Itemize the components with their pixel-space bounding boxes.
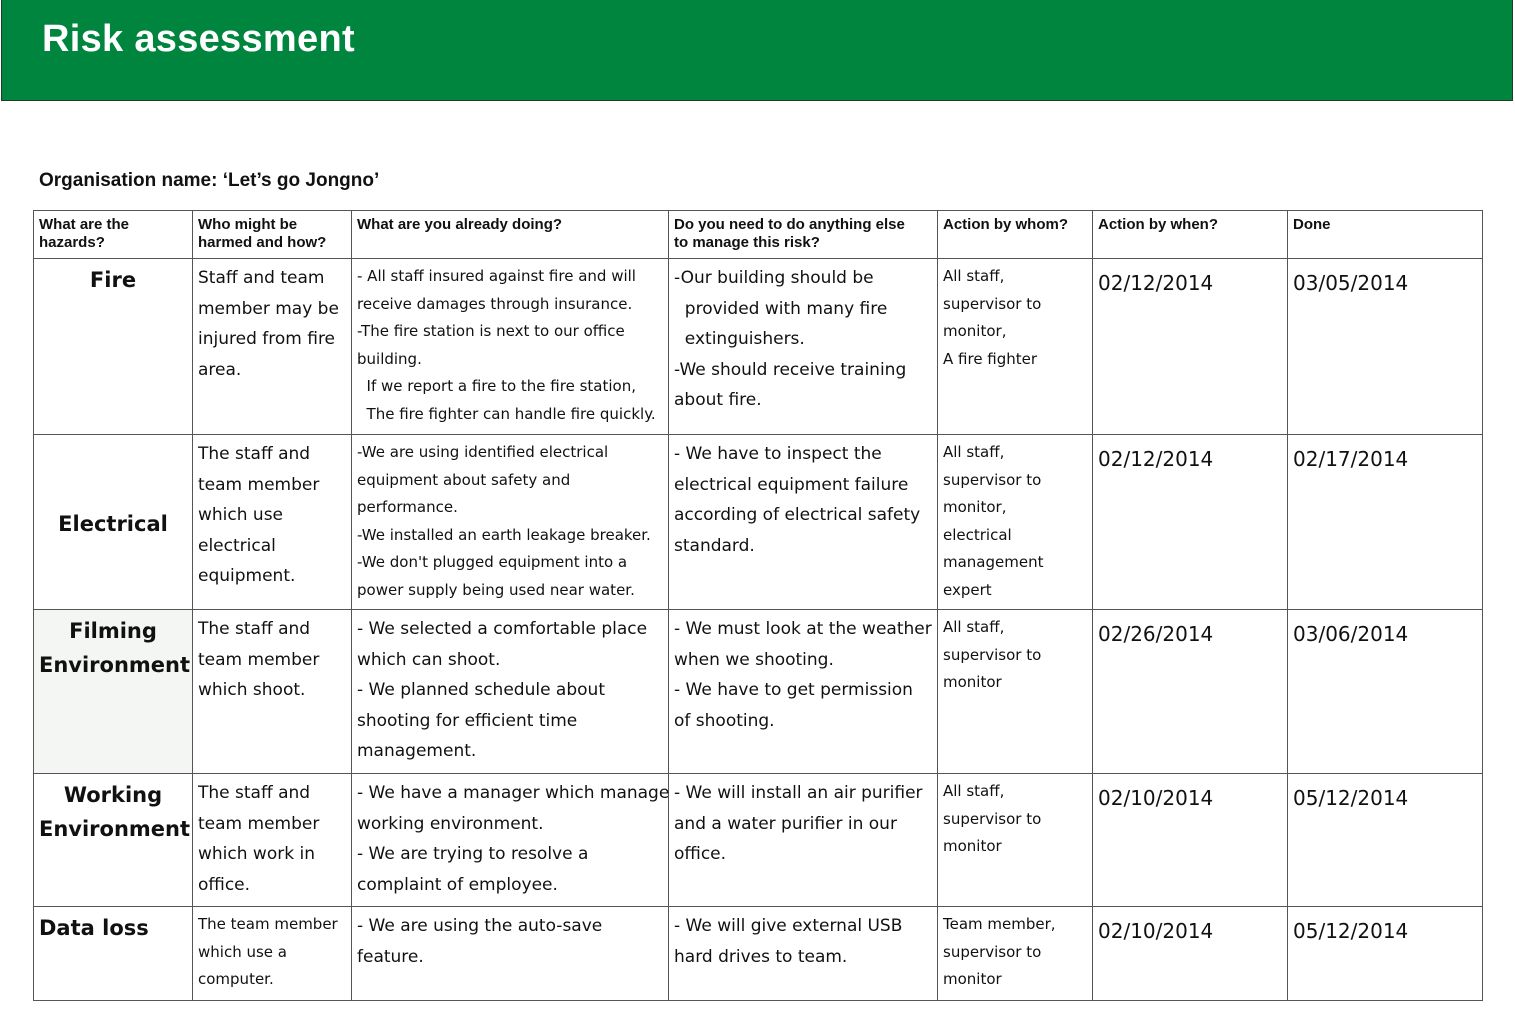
- table-row: [34, 610, 1483, 774]
- who-cell: The team member which use a computer.: [193, 907, 352, 1001]
- who-cell: The staff and team member which shoot.: [193, 610, 352, 774]
- table-row: [34, 774, 1483, 907]
- whom-cell: All staff, supervisor to monitor, electrical management expert: [938, 435, 1093, 610]
- table-row: [34, 907, 1483, 1001]
- hazard-cell: Fire: [34, 259, 193, 435]
- page-title: Risk assessment: [42, 18, 355, 60]
- whom-cell: All staff, supervisor to monitor: [938, 774, 1093, 907]
- col-header-doing: What are you already doing?: [352, 211, 669, 259]
- more-cell: - We have to inspect the electrical equipment failure according of electrical safety standard.: [669, 435, 938, 610]
- more-cell: - We will install an air purifier and a water purifier in our office.: [669, 774, 938, 907]
- header-banner: [1, 0, 1513, 101]
- done-cell: 03/05/2014: [1288, 259, 1483, 435]
- whom-cell: Team member, supervisor to monitor: [938, 907, 1093, 1001]
- when-cell: 02/26/2014: [1093, 610, 1288, 774]
- who-cell: The staff and team member which work in office.: [193, 774, 352, 907]
- doing-cell: - All staff insured against fire and will receive damages through insurance. -The fire station is next to our office building. If we report a fire to the fire station, The fire fighter can handle fire quickly.: [352, 259, 669, 435]
- more-cell: -Our building should be provided with many fire extinguishers. -We should receive training about fire.: [669, 259, 938, 435]
- done-cell: 05/12/2014: [1288, 774, 1483, 907]
- col-header-anything-else: Do you need to do anything else to manage this risk?: [669, 211, 938, 259]
- doing-cell: -We are using identified electrical equipment about safety and performance. -We installed an earth leakage breaker. -We don't plugged equipment into a power supply being used near water.: [352, 435, 669, 610]
- more-cell: - We must look at the weather when we shooting. - We have to get permission of shooting.: [669, 610, 938, 774]
- more-cell: - We will give external USB hard drives to team.: [669, 907, 938, 1001]
- table-row: [34, 435, 1483, 610]
- who-cell: Staff and team member may be injured from fire area.: [193, 259, 352, 435]
- doing-cell: - We selected a comfortable place which can shoot. - We planned schedule about shooting for efficient time management.: [352, 610, 669, 774]
- col-header-action-whom: Action by whom?: [938, 211, 1093, 259]
- when-cell: 02/10/2014: [1093, 774, 1288, 907]
- done-cell: 02/17/2014: [1288, 435, 1483, 610]
- table-header-row: [34, 211, 1483, 259]
- col-header-done: Done: [1288, 211, 1483, 259]
- when-cell: 02/12/2014: [1093, 435, 1288, 610]
- done-cell: 03/06/2014: [1288, 610, 1483, 774]
- done-cell: 05/12/2014: [1288, 907, 1483, 1001]
- hazard-cell: Electrical: [34, 435, 193, 610]
- doing-cell: - We are using the auto-save feature.: [352, 907, 669, 1001]
- when-cell: 02/10/2014: [1093, 907, 1288, 1001]
- col-header-who: Who might be harmed and how?: [193, 211, 352, 259]
- risk-table: [33, 210, 1483, 1001]
- col-header-hazards: What are the hazards?: [34, 211, 193, 259]
- doing-cell: - We have a manager which manage working environment. - We are trying to resolve a complaint of employee.: [352, 774, 669, 907]
- col-header-action-when: Action by when?: [1093, 211, 1288, 259]
- when-cell: 02/12/2014: [1093, 259, 1288, 435]
- organisation-name: Organisation name: ‘Let’s go Jongno’: [39, 170, 380, 191]
- whom-cell: All staff, supervisor to monitor, A fire fighter: [938, 259, 1093, 435]
- whom-cell: All staff, supervisor to monitor: [938, 610, 1093, 774]
- who-cell: The staff and team member which use electrical equipment.: [193, 435, 352, 610]
- hazard-cell: Filming Environment: [34, 610, 193, 774]
- hazard-cell: Data loss: [34, 907, 193, 1001]
- hazard-cell: Working Environment: [34, 774, 193, 907]
- table-row: [34, 259, 1483, 435]
